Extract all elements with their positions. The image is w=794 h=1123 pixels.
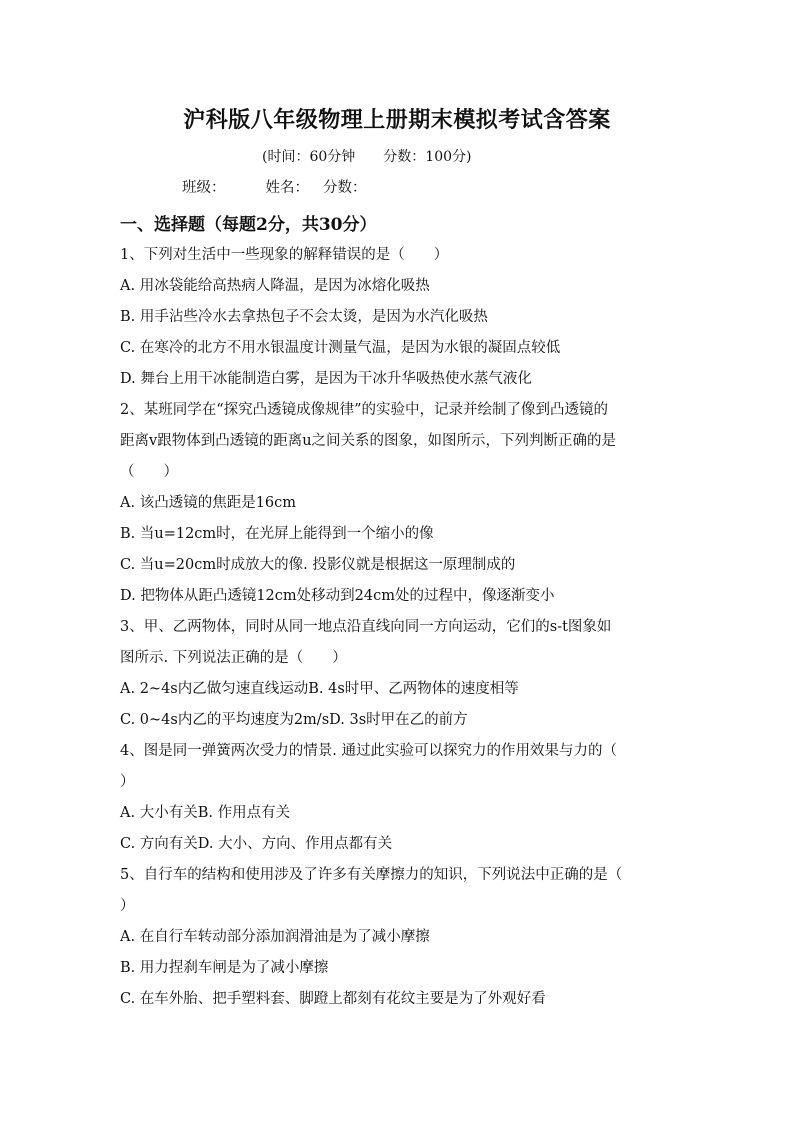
question-list — [120, 240, 680, 1015]
class-label: 班级： — [182, 180, 226, 196]
option-line: D. 把物体从距凸透镜12cm处移动到24cm处的过程中，像逐渐变小 — [120, 588, 555, 604]
option-line: D. 舞台上用干冰能制造白雾，是因为干冰升华吸热使水蒸气液化 — [120, 371, 532, 387]
question-line: 图所示. 下列说法正确的是（ ） — [120, 650, 347, 666]
question-line: （ ） — [120, 464, 178, 480]
exam-meta — [262, 146, 471, 166]
option-line: C. 0~4s内乙的平均速度为2m/sD. 3s时甲在乙的前方 — [120, 712, 468, 728]
option-line: C. 在寒冷的北方不用水银温度计测量气温，是因为水银的凝固点较低 — [120, 340, 561, 356]
exam-time: (时间：60分钟 — [262, 149, 356, 165]
option-line: B. 当u=12cm时，在光屏上能得到一个缩小的像 — [120, 526, 434, 542]
question-line: 1、下列对生活中一些现象的解释错误的是（ ） — [120, 247, 449, 263]
option-line: C. 方向有关D. 大小、方向、作用点都有关 — [120, 836, 393, 852]
question-line: 2、某班同学在“探究凸透镜成像规律”的实验中，记录并绘制了像到凸透镜的 — [120, 402, 609, 418]
question-line: 4、图是同一弹簧两次受力的情景. 通过此实验可以探究力的作用效果与力的（ — [120, 743, 617, 759]
option-line: A. 用冰袋能给高热病人降温，是因为冰熔化吸热 — [120, 278, 430, 294]
question-line: 距离v跟物体到凸透镜的距离u之间关系的图象，如图所示，下列判断正确的是 — [120, 433, 617, 449]
student-info — [182, 176, 407, 197]
name-label: 姓名： — [265, 180, 309, 196]
section-heading: 一、选择题（每题2分，共30分） — [120, 215, 377, 235]
option-line: A. 2~4s内乙做匀速直线运动B. 4s时甲、乙两物体的速度相等 — [120, 681, 519, 697]
exam-score: 分数：100分) — [383, 149, 472, 165]
option-line: A. 该凸透镜的焦距是16cm — [120, 495, 297, 511]
option-line: A. 大小有关B. 作用点有关 — [120, 805, 291, 821]
option-line: B. 用力捏刹车闸是为了减小摩擦 — [120, 960, 329, 976]
option-line: B. 用手沾些冷水去拿热包子不会太烫，是因为水汽化吸热 — [120, 309, 488, 325]
score-label: 分数： — [323, 180, 367, 196]
question-line: ） — [120, 774, 135, 790]
question-line: 5、自行车的结构和使用涉及了许多有关摩擦力的知识，下列说法中正确的是（ — [120, 867, 623, 883]
question-line: 3、甲、乙两物体，同时从同一地点沿直线向同一方向运动，它们的s-t图象如 — [120, 619, 612, 635]
option-line: A. 在自行车转动部分添加润滑油是为了减小摩擦 — [120, 929, 430, 945]
option-line: C. 在车外胎、把手塑料套、脚蹬上都刻有花纹主要是为了外观好看 — [120, 991, 546, 1007]
page-title: 沪科版八年级物理上册期末模拟考试含答案 — [183, 107, 611, 133]
option-line: C. 当u=20cm时成放大的像. 投影仪就是根据这一原理制成的 — [120, 557, 516, 573]
question-line: ） — [120, 898, 135, 914]
